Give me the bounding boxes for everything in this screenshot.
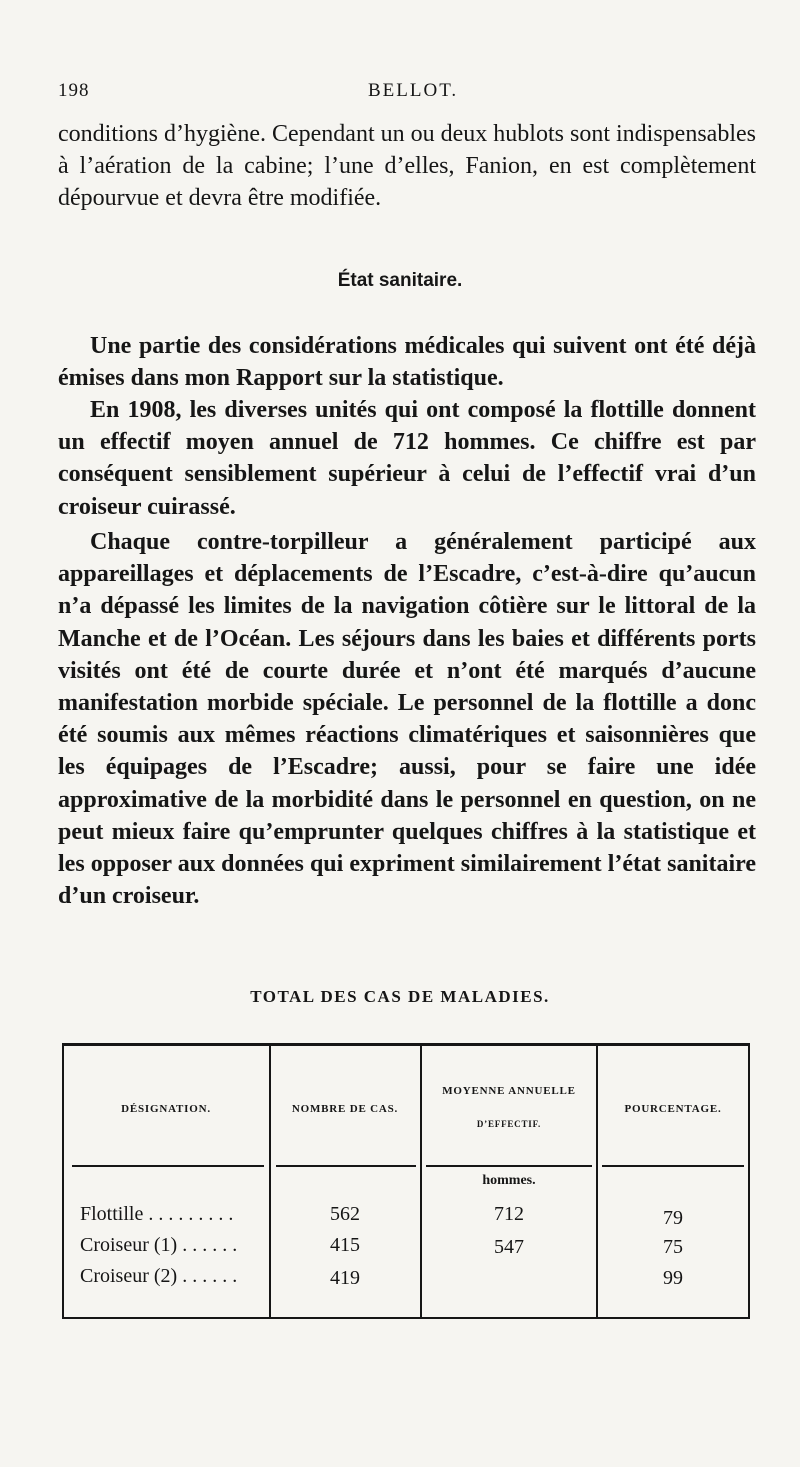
- row-designation: Croiseur (1) . . . . . .: [80, 1234, 238, 1256]
- row-percentage: 79: [663, 1207, 683, 1229]
- header-cases: NOMBRE DE CAS.: [291, 1103, 399, 1115]
- header-rule: [276, 1165, 416, 1167]
- header-percentage: POURCENTAGE.: [624, 1103, 722, 1115]
- disease-cases-table: [62, 1043, 750, 1321]
- units-label: hommes.: [482, 1173, 536, 1188]
- header-average-sub: D’EFFECTIF.: [476, 1119, 542, 1129]
- paragraph-2: En 1908, les diverses unités qui ont composé la flottille donnent un effectif moyen annuel de 712 hommes. Ce chiffre est par conséquent sensiblement supérieur à celui de l’effectif vrai d’un croiseur cuirassé.: [58, 397, 756, 520]
- table-bottom-rule: [62, 1317, 750, 1319]
- paragraph-1: Une partie des considérations médicales qui suivent ont été déjà émises dans mon Rapport sur la statistique.: [58, 333, 756, 392]
- row-percentage: 99: [663, 1267, 683, 1289]
- header-rule: [72, 1165, 264, 1167]
- header-designation: DÉSIGNATION.: [121, 1103, 211, 1115]
- row-designation: Croiseur (2) . . . . . .: [80, 1265, 238, 1287]
- table-right-rule: [748, 1043, 750, 1319]
- row-percentage: 75: [663, 1236, 683, 1258]
- header-average: MOYENNE ANNUELLE: [442, 1085, 576, 1097]
- row-average: 547: [494, 1236, 524, 1258]
- header-rule: [426, 1165, 592, 1167]
- section-heading: État sanitaire.: [337, 270, 463, 291]
- table-top-rule: [62, 1043, 750, 1046]
- running-title: BELLOT.: [368, 80, 459, 101]
- table-caption: TOTAL DES CAS DE MALADIES.: [250, 987, 550, 1006]
- table-left-rule: [62, 1043, 64, 1319]
- row-cases: 415: [330, 1234, 360, 1256]
- header-rule: [602, 1165, 744, 1167]
- intro-paragraph: conditions d’hygiène. Cependant un ou deux hublots sont indispensables à l’aération de la cabine; l’une d’elles, Fanion, en est complètement dépourvue et devra être modifiée.: [58, 121, 756, 212]
- page-number: 198: [58, 80, 90, 101]
- row-average: 712: [494, 1203, 524, 1225]
- row-cases: 419: [330, 1267, 360, 1289]
- row-cases: 562: [330, 1203, 360, 1225]
- paragraph-3: Chaque contre-torpilleur a généralement participé aux appareillages et déplacements de l’Escadre, c’est-à-dire qu’aucun n’a dépassé les limites de la navigation côtière sur le littoral de la Manche et de l’Océan. Les séjours dans les baies et différents ports visités ont été de courte durée et n’ont été marqués d’aucune manifestation morbide spéciale. Le personnel de la flottille a donc été soumis aux mêmes réactions climatériques et saisonnières que les équipages de l’Escadre; aussi, pour se faire une idée approximative de la morbidité dans le personnel en question, on ne peut mieux faire qu’emprunter quelques chiffres à la statistique et les opposer aux données qui expriment similairement l’état sanitaire d’un croiseur.: [58, 529, 756, 910]
- running-head: [58, 80, 748, 106]
- row-designation: Flottille . . . . . . . . .: [80, 1203, 234, 1225]
